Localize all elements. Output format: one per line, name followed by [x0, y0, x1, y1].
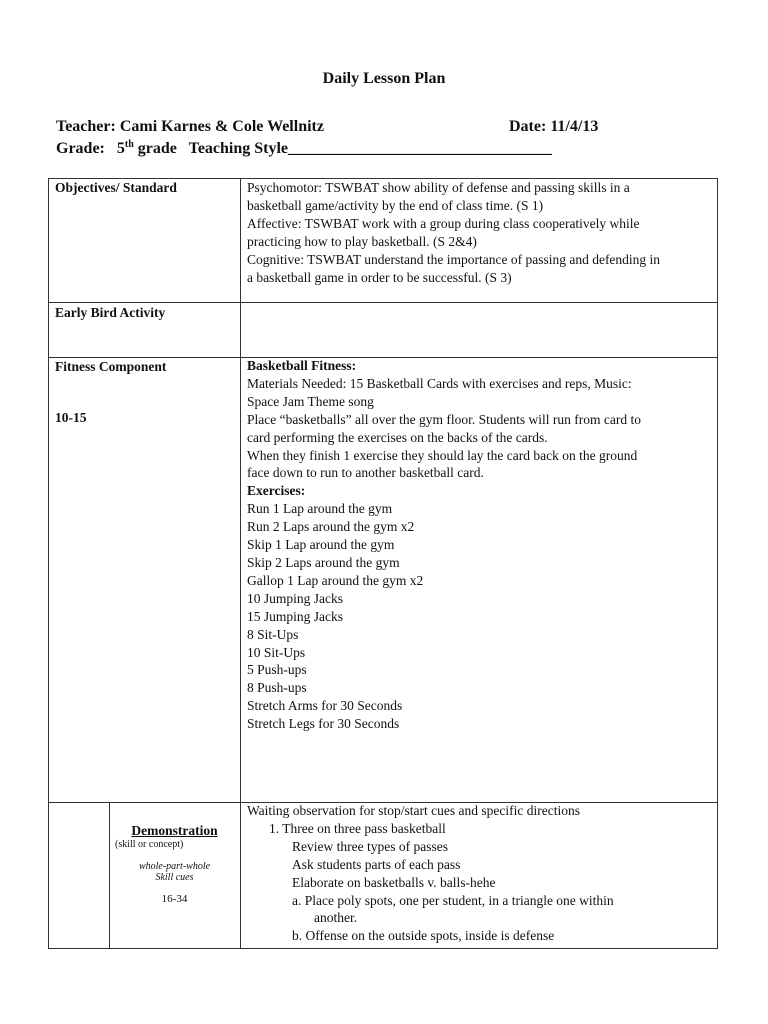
demonstration-row	[48, 802, 718, 949]
exercise-item: 10 Jumping Jacks	[247, 590, 343, 606]
demonstration-blank-cell	[49, 802, 110, 948]
fitness-line: Space Jam Theme song	[247, 393, 374, 409]
exercises-heading: Exercises:	[247, 483, 306, 499]
exercise-item: 8 Sit-Ups	[247, 626, 299, 642]
demonstration-label-cell	[109, 802, 241, 948]
objective-line: practicing how to play basketball. (S 2&4)	[247, 233, 477, 249]
exercise-item: 8 Push-ups	[247, 680, 307, 696]
objective-line: Psychomotor: TSWBAT show ability of defense and passing skills in a	[247, 180, 630, 195]
demonstration-method: whole-part-whole	[138, 861, 211, 872]
exercise-item: Stretch Arms for 30 Seconds	[247, 698, 403, 714]
exercise-item: 5 Push-ups	[247, 662, 307, 678]
fitness-line: Place “basketballs” all over the gym floor. Students will run from card to	[247, 411, 642, 427]
exercise-item: 15 Jumping Jacks	[247, 608, 343, 624]
early-bird-row	[48, 302, 718, 358]
demonstration-content	[241, 802, 717, 948]
fitness-line: card performing the exercises on the backs of the cards.	[247, 429, 548, 445]
exercise-item: Skip 1 Lap around the gym	[247, 537, 395, 553]
demonstration-sub-line: Elaborate on basketballs v. balls-hehe	[292, 874, 496, 890]
grade-suffix: th	[124, 139, 134, 150]
fitness-line: face down to run to another basketball card.	[247, 465, 484, 481]
demonstration-time: 16-34	[161, 893, 188, 905]
demonstration-item-1: 1. Three on three pass basketball	[269, 820, 446, 836]
demonstration-cues: Skill cues	[155, 872, 194, 883]
fitness-label-cell	[49, 357, 241, 802]
exercise-item: 10 Sit-Ups	[247, 644, 306, 660]
grade-number: 5	[116, 140, 125, 157]
objective-line: basketball game/activity by the end of class time. (S 1)	[247, 197, 544, 213]
demonstration-sub: (skill or concept)	[115, 839, 184, 850]
demonstration-label: Demonstration	[131, 823, 218, 838]
grade-word: grade	[137, 140, 177, 157]
exercise-item: Run 2 Laps around the gym x2	[247, 519, 415, 535]
fitness-content	[241, 357, 717, 802]
objective-line: Cognitive: TSWBAT understand the importance of passing and defending in	[247, 251, 661, 267]
early-bird-label-cell	[49, 302, 241, 357]
demonstration-sub-line: Review three types of passes	[292, 838, 448, 854]
exercise-item: Skip 2 Laps around the gym	[247, 554, 400, 570]
fitness-time: 10-15	[55, 410, 87, 425]
objective-line: Affective: TSWBAT work with a group during class cooperatively while	[247, 215, 640, 231]
demonstration-intro: Waiting observation for stop/start cues and specific directions	[247, 803, 580, 818]
objectives-content	[241, 179, 717, 302]
objectives-label: Objectives/ Standard	[55, 180, 177, 195]
demonstration-item-a: a. Place poly spots, one per student, in a triangle one within	[292, 892, 614, 908]
grade-line	[56, 140, 552, 158]
teaching-style: Teaching Style_________________________________	[188, 140, 553, 157]
objectives-row	[48, 178, 718, 303]
demonstration-sub-line: Ask students parts of each pass	[292, 856, 461, 872]
teacher-line: Teacher: Cami Karnes & Cole Wellnitz	[56, 118, 324, 135]
exercise-item: Gallop 1 Lap around the gym x2	[247, 572, 424, 588]
demonstration-item-a-cont: another.	[314, 910, 358, 926]
fitness-row	[48, 357, 718, 803]
early-bird-content	[241, 302, 717, 357]
objective-line: a basketball game in order to be successful. (S 3)	[247, 269, 512, 285]
exercise-item: Run 1 Lap around the gym	[247, 501, 393, 517]
fitness-line: Materials Needed: 15 Basketball Cards with exercises and reps, Music:	[247, 375, 632, 391]
early-bird-label: Early Bird Activity	[55, 305, 166, 320]
fitness-label: Fitness Component	[55, 359, 167, 374]
fitness-heading: Basketball Fitness:	[247, 358, 357, 373]
grade-label: Grade:	[56, 140, 105, 157]
page-title: Daily Lesson Plan	[322, 70, 446, 87]
date-line: Date: 11/4/13	[509, 118, 599, 135]
objectives-label-cell	[49, 179, 241, 302]
demonstration-item-b: b. Offense on the outside spots, inside is defense	[292, 928, 555, 944]
fitness-line: When they finish 1 exercise they should lay the card back on the ground	[247, 447, 638, 463]
exercise-item: Stretch Legs for 30 Seconds	[247, 716, 400, 732]
